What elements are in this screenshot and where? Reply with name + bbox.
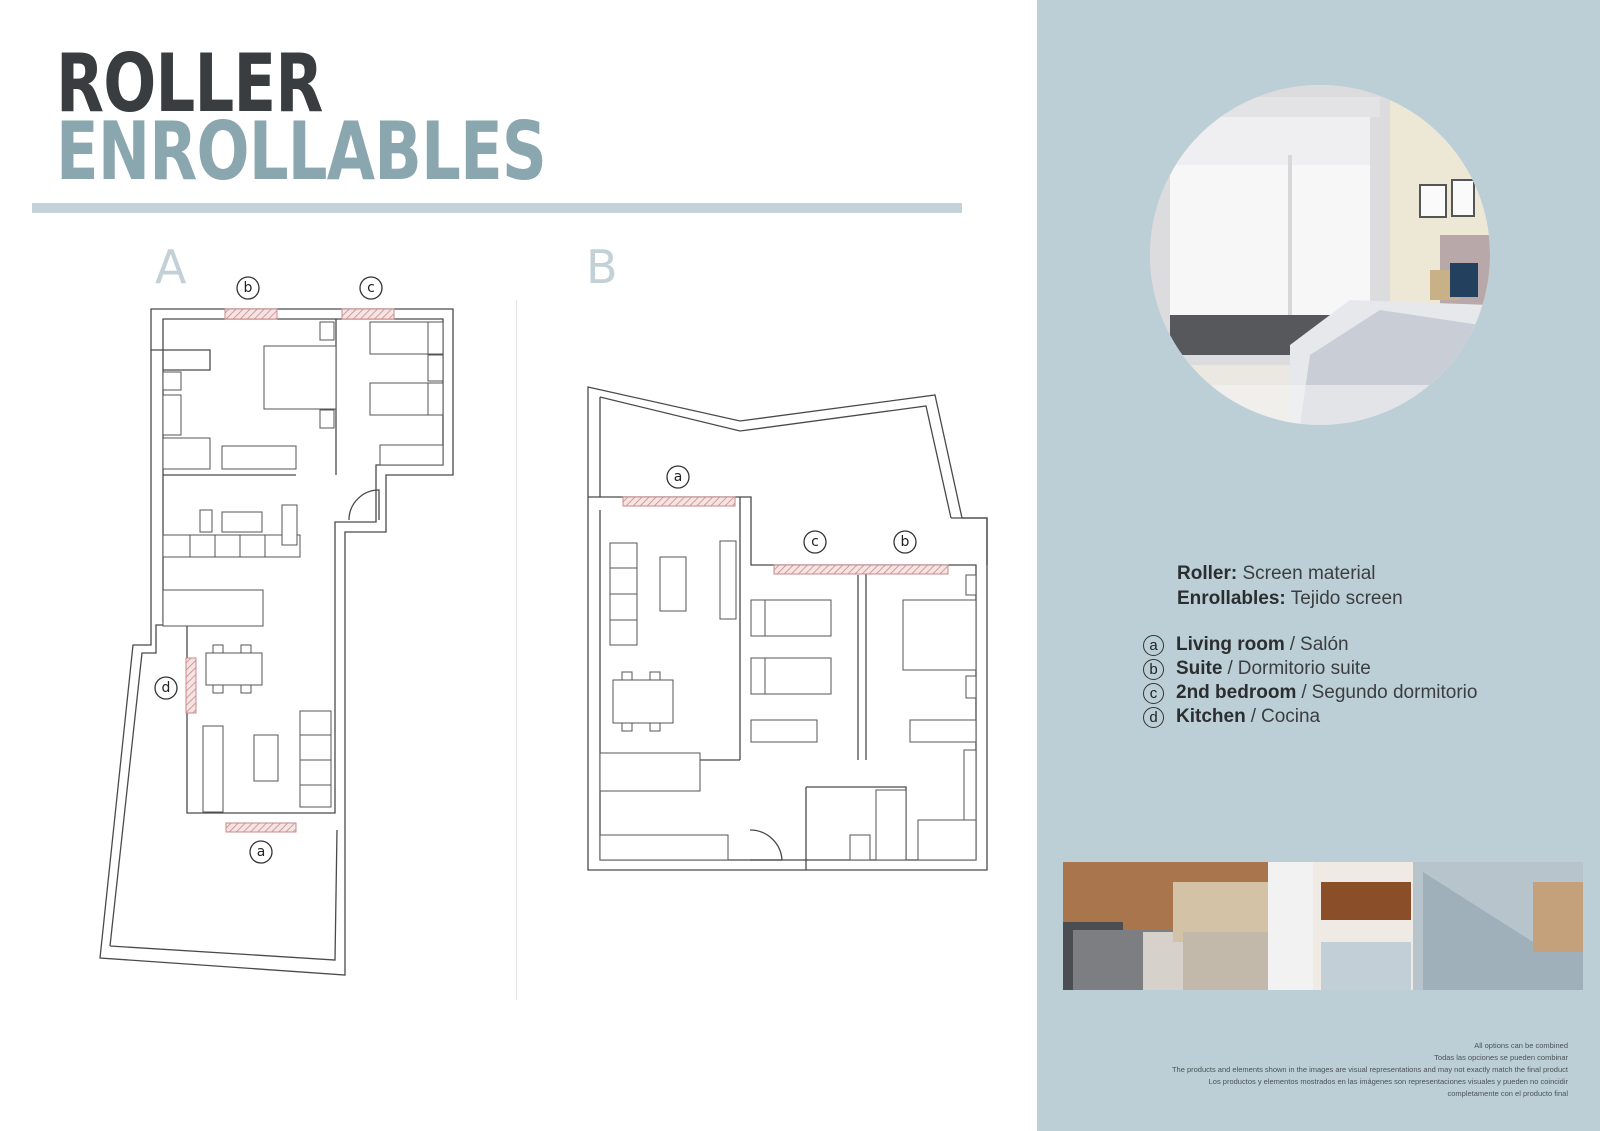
legend-label-en: Kitchen	[1176, 706, 1246, 727]
title-enrollables: ENROLLABLES	[56, 105, 547, 198]
disclaimer-line: Los productos y elementos mostrados en las imágenes son representaciones visuales y pueden no coincidir	[1208, 1077, 1568, 1086]
plan-b-marker-c	[804, 531, 826, 553]
spec-roller-value: Screen material	[1242, 563, 1376, 584]
legend-label-en: Suite	[1176, 658, 1223, 679]
legend-label-es: Salón	[1300, 634, 1349, 655]
legend-separator: /	[1227, 658, 1233, 679]
spec-roller	[1177, 563, 1376, 585]
svg-text:a: a	[673, 469, 683, 485]
plan-b-label: B	[586, 240, 618, 294]
legend-label-es: Dormitorio suite	[1237, 658, 1371, 679]
legend-label-en: Living room	[1176, 634, 1285, 655]
legend-item-living-room	[1143, 634, 1349, 656]
legend-label-en: 2nd bedroom	[1176, 682, 1297, 703]
legend-label-es: Cocina	[1260, 706, 1321, 727]
plan-b-marker-a	[667, 466, 689, 488]
plan-a-label: A	[155, 240, 187, 294]
legend-item-suite	[1143, 658, 1371, 680]
svg-text:c: c	[367, 280, 375, 296]
legend-marker-b: b	[1143, 659, 1164, 680]
disclaimer	[1028, 1040, 1568, 1100]
legend-separator: /	[1301, 682, 1307, 703]
legend-separator: /	[1289, 634, 1296, 655]
spec-roller-label: Roller:	[1177, 563, 1238, 584]
legend-separator: /	[1250, 706, 1256, 727]
spec-enrollables	[1177, 588, 1403, 610]
disclaimer-line: All options can be combined	[1474, 1041, 1568, 1050]
disclaimer-line: completamente con el producto final	[1447, 1089, 1568, 1098]
legend-marker-c: c	[1143, 683, 1164, 704]
spec-enrollables-value: Tejido screen	[1290, 588, 1403, 609]
disclaimer-line: Todas las opciones se pueden combinar	[1434, 1053, 1568, 1062]
legend-marker-a: a	[1143, 635, 1164, 656]
svg-text:d: d	[161, 680, 171, 696]
legend-marker-d: d	[1143, 707, 1164, 728]
legend-item-2nd-bedroom	[1143, 682, 1477, 704]
fabric-swatches-photo	[1063, 862, 1583, 990]
disclaimer-line: The products and elements shown in the images are visual representations and may not exactly match the final product	[1171, 1065, 1568, 1074]
svg-text:b: b	[243, 280, 253, 296]
title-roller: ROLLER	[56, 37, 323, 130]
svg-text:c: c	[811, 534, 819, 550]
plan-b-marker-b	[894, 531, 916, 553]
legend-label-es: Segundo dormitorio	[1311, 682, 1478, 703]
legend-item-kitchen	[1143, 706, 1320, 728]
svg-text:a: a	[256, 844, 266, 860]
svg-text:b: b	[900, 534, 910, 550]
spec-enrollables-label: Enrollables:	[1177, 588, 1286, 609]
bedroom-photo	[1150, 85, 1490, 425]
